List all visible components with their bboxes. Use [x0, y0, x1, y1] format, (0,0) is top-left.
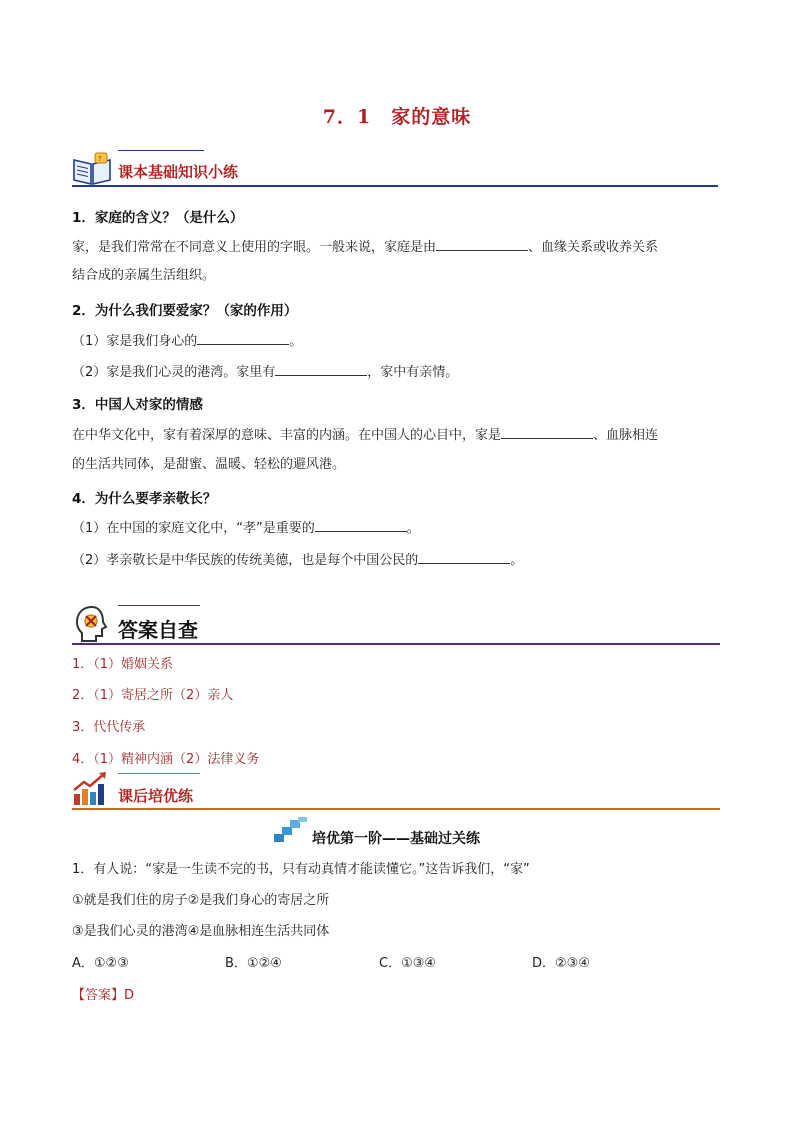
section2-heading: 答案自查 — [118, 618, 198, 642]
q4-sub2 — [72, 549, 523, 571]
q2-s1-text-a: （1）家是我们身心的 — [72, 334, 198, 349]
stairs-icon — [274, 817, 308, 843]
q1-text-a: 家，是我们常常在不同意义上使用的字眼。一般来说，家庭是由 — [72, 240, 437, 255]
choice-a[interactable]: A．①②③ — [72, 956, 129, 971]
section3-short-rule — [118, 773, 200, 774]
question-1: 1．家庭的含义？（是什么） — [72, 210, 244, 226]
section1-heading: 课本基础知识小练 — [118, 163, 239, 181]
section3-rule — [72, 808, 720, 810]
q1-line1 — [72, 236, 658, 258]
answer-label: 【答案】 — [72, 988, 125, 1003]
head-lightbulb-icon — [72, 604, 112, 644]
section3-heading: 课后培优练 — [118, 787, 194, 805]
q2-s2-blank[interactable] — [275, 361, 367, 376]
question-2: 2．为什么我们要爱家？（家的作用） — [72, 303, 298, 319]
page-title: 7．1 家的意味 — [322, 106, 472, 128]
choice-b[interactable]: B．①②④ — [225, 956, 282, 971]
q1-text-b: 、血缘关系或收养关系 — [528, 240, 659, 255]
q2-s1-text-b: 。 — [289, 334, 303, 349]
svg-text:?: ? — [98, 155, 102, 163]
question-4: 4．为什么要孝亲敬长？ — [72, 491, 217, 507]
answer-1: 1．（1）婚姻关系 — [72, 657, 174, 672]
exercise-options-line2: ③是我们心灵的港湾④是血脉相连生活共同体 — [72, 924, 330, 939]
q3-text-a: 在中华文化中，家有着深厚的意味、丰富的内涵。在中国人的心目中，家是 — [72, 428, 502, 443]
bar-chart-arrow-icon — [72, 770, 112, 806]
book-icon — [72, 152, 112, 186]
answer-2: 2．（1）寄居之所（2）亲人 — [72, 688, 234, 703]
q4-s2-text-a: （2）孝亲敬长是中华民族的传统美德，也是每个中国公民的 — [72, 553, 419, 568]
choice-c[interactable]: C．①③④ — [379, 956, 437, 971]
exercise-question-1: 1．有人说：“家是一生读不完的书，只有动真情才能读懂它。”这告诉我们，“家” — [72, 862, 530, 877]
q2-s1-blank[interactable] — [197, 330, 289, 345]
section2-short-rule — [118, 605, 200, 606]
q4-s1-blank[interactable] — [315, 517, 407, 532]
q4-s1-text-a: （1）在中国的家庭文化中，“孝”是重要的 — [72, 521, 315, 536]
exercise-options-line1: ①就是我们住的房子②是我们身心的寄居之所 — [72, 893, 330, 908]
answer-value: D — [124, 988, 135, 1003]
choice-d[interactable]: D．②③④ — [532, 956, 590, 971]
q3-line1 — [72, 424, 658, 446]
q1-blank[interactable] — [436, 236, 528, 251]
section2-rule — [72, 643, 720, 645]
section1-short-rule — [118, 150, 204, 151]
q2-s2-text-a: （2）家是我们心灵的港湾。家里有 — [72, 365, 276, 380]
q2-sub2 — [72, 361, 458, 383]
q4-sub1 — [72, 517, 420, 539]
section1-rule — [72, 185, 718, 187]
q3-blank[interactable] — [501, 424, 593, 439]
answer-4: 4．（1）精神内涵（2）法律义务 — [72, 752, 260, 767]
q4-s1-text-b: 。 — [406, 521, 420, 536]
question-3: 3．中国人对家的情感 — [72, 397, 203, 413]
q1-line2: 结合成的亲属生活组织。 — [72, 268, 216, 283]
answer-3: 3．代代传承 — [72, 720, 146, 735]
subsection-heading: 培优第一阶——基础过关练 — [312, 831, 480, 847]
q2-s2-text-b: ，家中有亲情。 — [367, 365, 459, 380]
answer-line — [72, 986, 134, 1006]
q4-s2-blank[interactable] — [418, 549, 510, 564]
q3-text-b: 、血脉相连 — [593, 428, 659, 443]
q4-s2-text-b: 。 — [510, 553, 524, 568]
q3-line2: 的生活共同体，是甜蜜、温暖、轻松的避风港。 — [72, 457, 346, 472]
q2-sub1 — [72, 330, 302, 352]
